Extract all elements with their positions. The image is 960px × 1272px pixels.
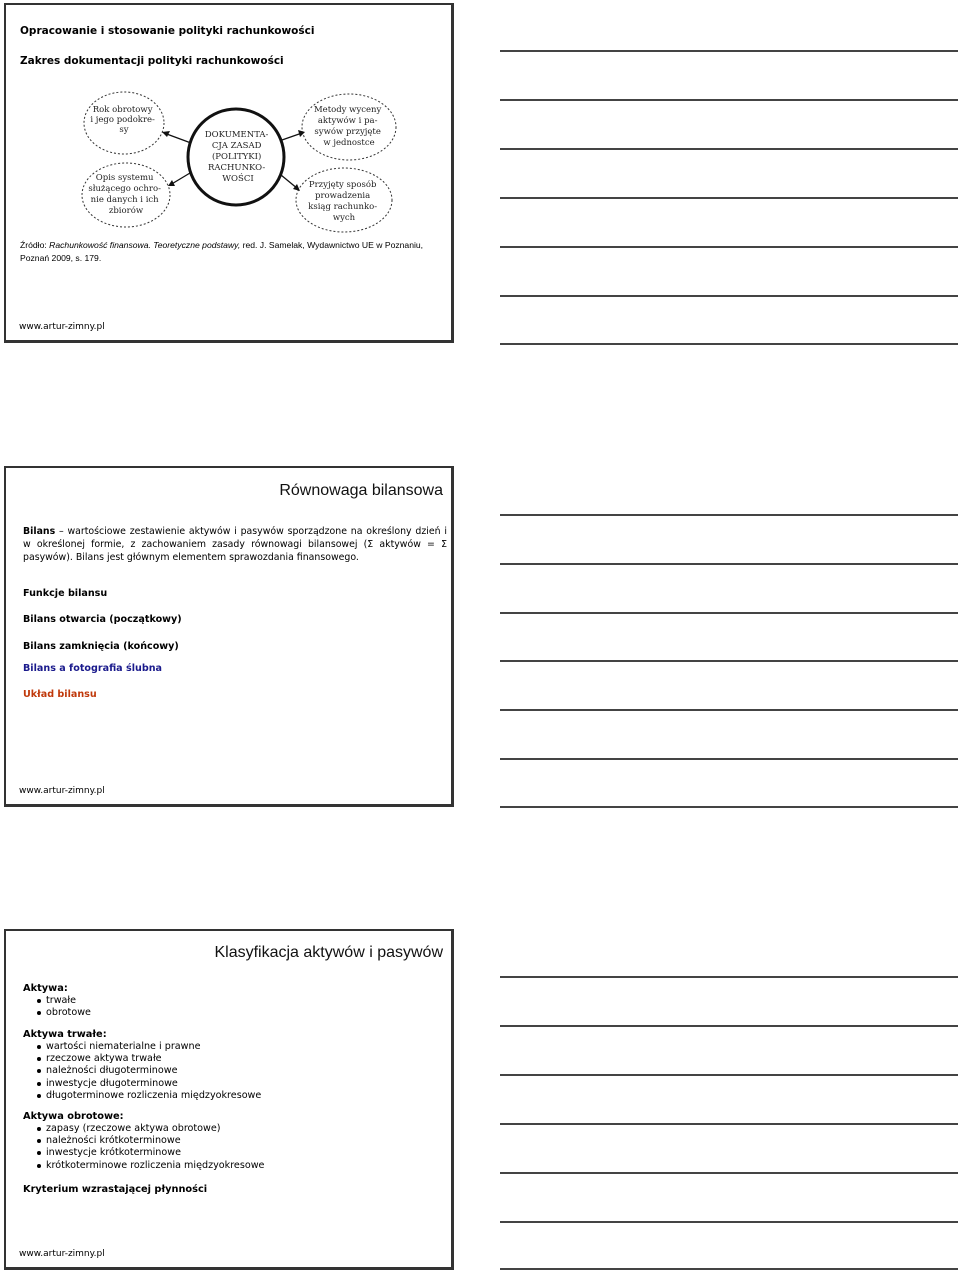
note-line — [500, 612, 958, 614]
note-line — [500, 563, 958, 565]
diagram-bottom-right-line: wych — [332, 213, 356, 223]
topic-item-highlight-blue: Bilans a fotografia ślubna — [23, 663, 162, 674]
bilans-definition — [23, 526, 447, 564]
list-item: inwestycje krótkoterminowe — [46, 1147, 264, 1159]
arrow-to-top-right — [282, 133, 302, 140]
diagram-bottom-left-line: służącego ochro- — [88, 184, 161, 194]
slide-2-title: Równowaga bilansowa — [279, 482, 443, 499]
topic-item: Bilans otwarcia (początkowy) — [23, 614, 182, 625]
note-line — [500, 1221, 958, 1223]
diagram-center-line: WOŚCI — [222, 174, 254, 184]
note-line — [500, 709, 958, 711]
diagram-bottom-right-line: prowadzenia — [315, 191, 371, 201]
fixed-assets-group — [23, 1029, 261, 1102]
slide-1 — [4, 3, 454, 343]
slide-1-subheading: Zakres dokumentacji polityki rachunkowości — [20, 55, 284, 67]
note-line — [500, 295, 958, 297]
diagram-center-line: RACHUNKO- — [207, 163, 266, 173]
topic-item-highlight-red: Układ bilansu — [23, 689, 97, 700]
arrowhead-top-left — [162, 131, 170, 137]
list-item: należności krótkoterminowe — [46, 1135, 264, 1147]
diagram-bottom-right-line: Przyjęty sposób — [308, 180, 377, 190]
bilans-definition-text: – wartościowe zestawienie aktywów i pasywów sporządzone na określony dzień i w określonej formie, z zachowaniem zasady równowagi bilansowej (Σ aktywów = Σ pasywów). Bilans jest głównym elementem sprawozdania finansowego. — [23, 526, 447, 563]
list-item: należności długoterminowe — [46, 1065, 261, 1077]
source-citation — [20, 239, 440, 265]
list-item: długoterminowe rozliczenia międzyokresowe — [46, 1089, 262, 1101]
diagram-center-line: DOKUMENTA- — [204, 130, 269, 140]
source-title: Rachunkowość finansowa. Teoretyczne podstawy, — [49, 240, 241, 250]
list-item: wartości niematerialne i prawne — [46, 1041, 261, 1053]
note-line — [500, 148, 958, 150]
note-line — [500, 50, 958, 52]
source-details: red. J. Samelak, Wydawnictwo UE w Poznaniu, Poznań 2009, s. 179. — [20, 240, 424, 263]
current-assets-group — [23, 1111, 264, 1172]
svg-text:Rok obrotowy i jego podo — [90, 105, 157, 135]
diagram-bottom-left-line: nie danych i ich — [90, 195, 159, 205]
diagram-bottom-right-line: ksiąg rachunko- — [308, 202, 378, 212]
diagram-top-right-line: sywów przyjęte — [314, 127, 381, 137]
assets-heading: Aktywa: — [23, 983, 68, 994]
note-line — [500, 197, 958, 199]
note-line — [500, 514, 958, 516]
note-line — [500, 1074, 958, 1076]
diagram-top-left-line: Rok obrotowy — [92, 105, 153, 115]
bilans-term: Bilans — [23, 526, 56, 537]
note-line — [500, 806, 958, 808]
diagram-top-left-line: i jego podokre- — [90, 115, 155, 125]
list-item: obrotowe — [46, 1007, 91, 1019]
slide-footer-url: www.artur-zimny.pl — [19, 1249, 105, 1259]
note-line — [500, 660, 958, 662]
diagram-center-line: CJA ZASAD — [211, 141, 262, 151]
list-item: rzeczowe aktywa trwałe — [46, 1053, 261, 1065]
diagram-bottom-left-line: zbiorów — [108, 206, 144, 216]
note-line — [500, 99, 958, 101]
note-line — [500, 1268, 958, 1270]
slide-footer-url: www.artur-zimny.pl — [19, 322, 105, 332]
note-line — [500, 1172, 958, 1174]
assets-group — [23, 983, 91, 1019]
slide-3 — [4, 929, 454, 1270]
note-line — [500, 976, 958, 978]
list-item: inwestycje długoterminowe — [46, 1078, 261, 1090]
slide-footer-url: www.artur-zimny.pl — [19, 786, 105, 796]
diagram-center-line: (POLITYKI) — [211, 152, 262, 162]
note-line — [500, 1025, 958, 1027]
diagram-top-right-line: Metody wyceny — [313, 105, 382, 115]
svg-text:Metody wyceny aktywów i — [314, 105, 384, 148]
diagram-bottom-left-line: Opis systemu — [95, 173, 154, 183]
current-assets-heading: Aktywa obrotowe: — [23, 1111, 124, 1122]
note-line — [500, 1123, 958, 1125]
note-line — [500, 758, 958, 760]
list-item: krótkoterminowe rozliczenia międzyokresowe — [46, 1159, 265, 1171]
svg-text:Przyjęty sposób prowadze — [308, 179, 380, 223]
diagram-top-left-line: sy — [119, 125, 129, 135]
list-item: trwałe — [46, 995, 91, 1007]
slide-2 — [4, 466, 454, 807]
liquidity-criterion: Kryterium wzrastającej płynności — [23, 1184, 208, 1195]
policy-documentation-diagram — [66, 85, 411, 235]
diagram-top-right-line: aktywów i pa- — [317, 116, 378, 126]
note-line — [500, 343, 958, 345]
slide-3-title: Klasyfikacja aktywów i pasywów — [214, 944, 443, 961]
svg-text:DOKUMENTA- CJA ZASAD — [205, 130, 271, 184]
list-item: zapasy (rzeczowe aktywa obrotowe) — [46, 1123, 264, 1135]
note-line — [500, 246, 958, 248]
topic-item: Funkcje bilansu — [23, 588, 108, 599]
slide-1-heading: Opracowanie i stosowanie polityki rachunkowości — [20, 25, 315, 37]
diagram-top-right-line: w jednostce — [323, 138, 375, 148]
svg-text:Opis systemu służącego o — [88, 173, 163, 216]
fixed-assets-heading: Aktywa trwałe: — [23, 1029, 107, 1040]
source-prefix: Źródło: — [20, 240, 50, 250]
topic-item: Bilans zamknięcia (końcowy) — [23, 641, 179, 652]
